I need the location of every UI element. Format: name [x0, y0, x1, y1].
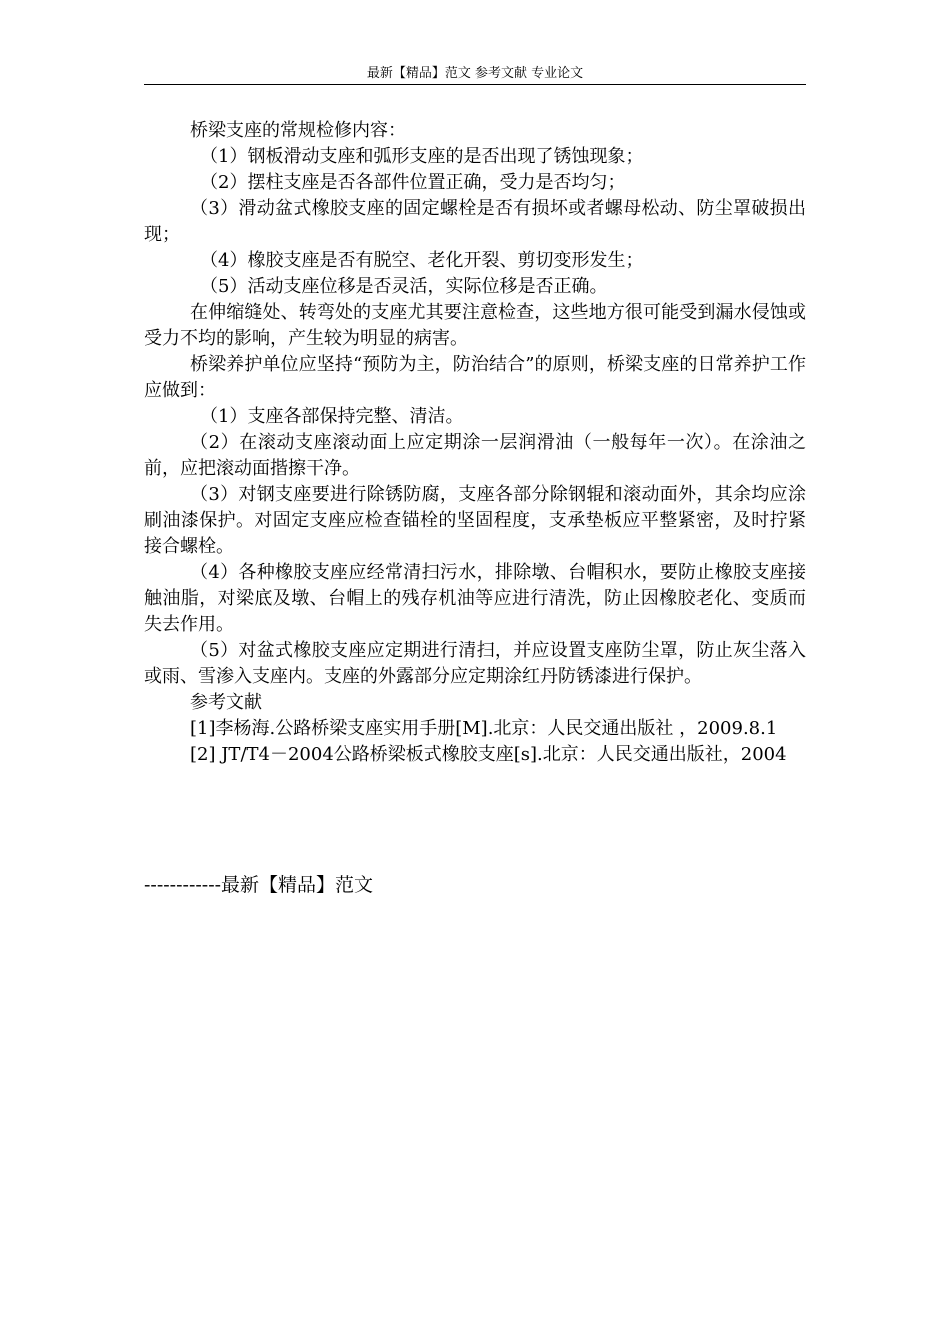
- document-body: [144, 118, 806, 768]
- maintenance-item-1: （1）支座各部保持完整、清洁。: [200, 406, 464, 427]
- maintenance-item-3: （3）对钢支座要进行除锈防腐，支座各部分除钢辊和滚动面外，其余均应涂刷油漆保护。对固定支座应检查锚栓的坚固程度，支承垫板应平整紧密，及时拧紧接合螺栓。: [144, 484, 806, 557]
- paragraph-maintenance: 桥梁养护单位应坚持“预防为主，防治结合”的原则，桥梁支座的日常养护工作应做到：: [144, 354, 806, 401]
- list-item-2: （2）摆柱支座是否各部件位置正确，受力是否均匀；: [200, 172, 626, 193]
- maintenance-item-4: （4）各种橡胶支座应经常清扫污水，排除墩、台帽积水，要防止橡胶支座接触油脂，对梁底及墩、台帽上的残存机油等应进行清洗，防止因橡胶老化、变质而失去作用。: [144, 562, 806, 635]
- page-header: 最新【精品】范文 参考文献 专业论文: [366, 66, 584, 81]
- maintenance-item-2: （2）在滚动支座滚动面上应定期涂一层润滑油（一般每年一次）。在涂油之前，应把滚动面揩擦干净。: [144, 432, 806, 479]
- reference-1: [1]李杨海.公路桥梁支座实用手册[M].北京：人民交通出版社 ，2009.8.1: [190, 718, 778, 739]
- page-footer: ------------最新【精品】范文: [144, 874, 374, 896]
- header-rule: [144, 84, 806, 85]
- paragraph-intro: 桥梁支座的常规检修内容：: [190, 120, 406, 141]
- list-item-1: （1）钢板滑动支座和弧形支座的是否出现了锈蚀现象；: [200, 146, 644, 167]
- reference-2: [2] JT/T4－2004公路桥梁板式橡胶支座[s].北京：人民交通出版社，2004: [190, 744, 787, 765]
- paragraph-inspection: 在伸缩缝处、转弯处的支座尤其要注意检查，这些地方很可能受到漏水侵蚀或受力不均的影响，产生较为明显的病害。: [144, 302, 806, 349]
- maintenance-item-5: （5）对盆式橡胶支座应定期进行清扫，并应设置支座防尘罩，防止灰尘落入或雨、雪渗入支座内。支座的外露部分应定期涂红丹防锈漆进行保护。: [144, 640, 806, 687]
- list-item-4: （4）橡胶支座是否有脱空、老化开裂、剪切变形发生；: [200, 250, 644, 271]
- list-item-3: （3）滑动盆式橡胶支座的固定螺栓是否有损坏或者螺母松动、防尘罩破损出现；: [144, 198, 806, 245]
- references-heading: 参考文献: [190, 692, 262, 713]
- list-item-5: （5）活动支座位移是否灵活，实际位移是否正确。: [200, 276, 608, 297]
